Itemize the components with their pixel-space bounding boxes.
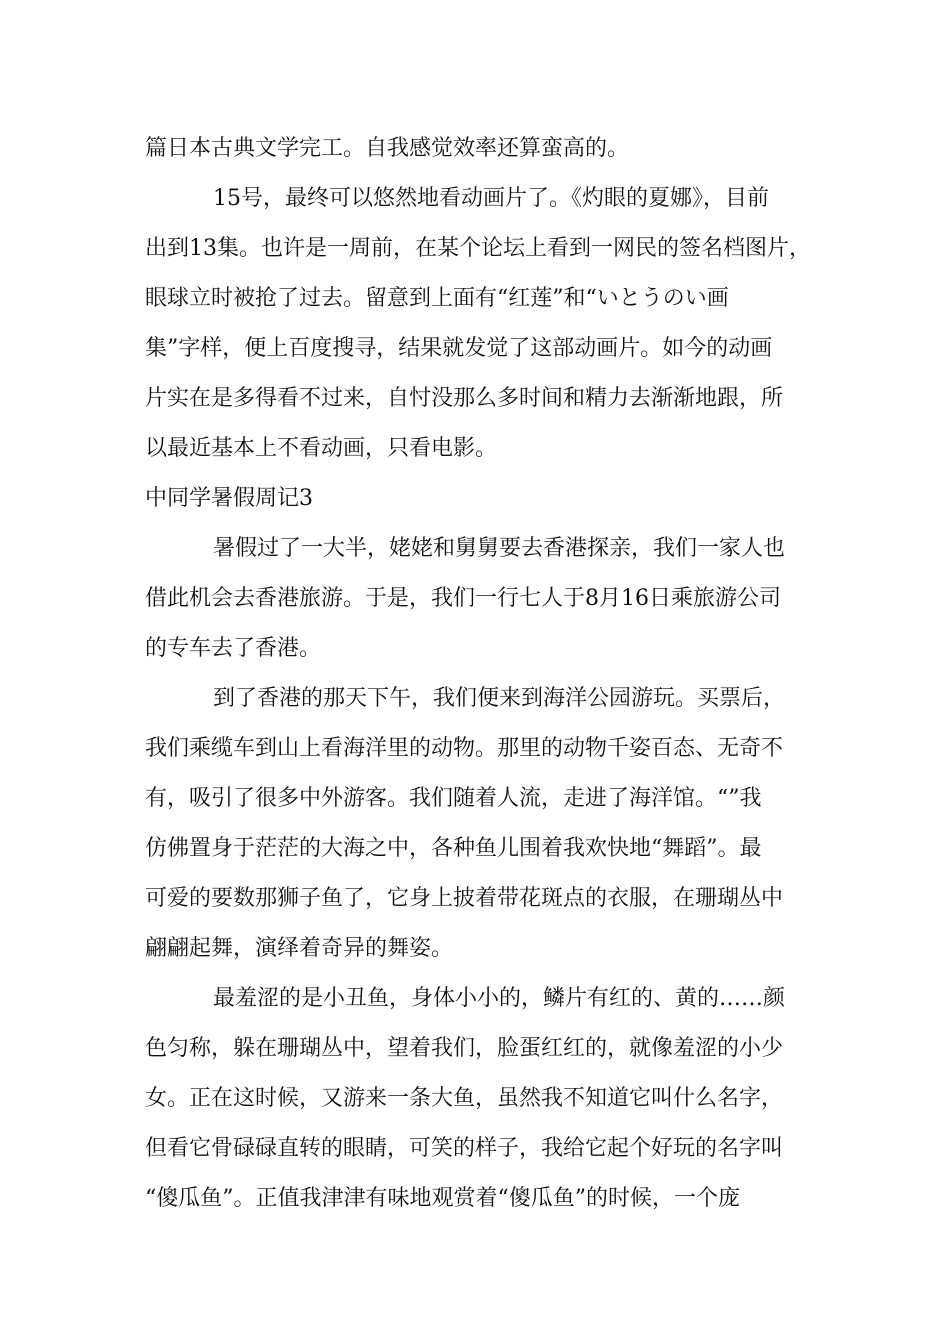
text-line: 最羞涩的是小丑鱼，身体小小的，鳞片有红的、黄的……颜 — [213, 986, 786, 1011]
text-line: 15号，最终可以悠然地看动画片了。《灼眼的夏娜》，目前 — [213, 186, 769, 211]
text-line: 以最近基本上不看动画，只看电影。 — [145, 436, 498, 461]
text-line: 借此机会去香港旅游。于是，我们一行七人于8月16日乘旅游公司 — [145, 586, 781, 611]
text-line: 但看它骨碌碌直转的眼睛，可笑的样子，我给它起个好玩的名字叫 — [145, 1136, 784, 1161]
text-line: 篇日本古典文学完工。自我感觉效率还算蛮高的。 — [145, 136, 630, 161]
text-line: 集”字样，便上百度搜寻，结果就发觉了这部动画片。如今的动画 — [145, 336, 773, 361]
text-line: 到了香港的那天下午，我们便来到海洋公园游玩。买票后， — [213, 686, 786, 711]
text-line: 女。正在这时候，又游来一条大鱼，虽然我不知道它叫什么名字， — [145, 1086, 784, 1111]
text-line: 片实在是多得看不过来，自忖没那么多时间和精力去渐渐地跟，所 — [145, 386, 784, 411]
text-line: 的专车去了香港。 — [145, 636, 322, 661]
text-line: 眼球立时被抢了过去。留意到上面有“红莲”和“いとうのい画 — [145, 286, 729, 311]
text-line: 暑假过了一大半，姥姥和舅舅要去香港探亲，我们一家人也 — [213, 536, 786, 561]
text-line: 翩翩起舞，演绎着奇异的舞姿。 — [145, 936, 454, 961]
text-line: 我们乘缆车到山上看海洋里的动物。那里的动物千姿百态、无奇不 — [145, 736, 784, 761]
section-heading: 中同学暑假周记3 — [145, 486, 313, 511]
text-line: “傻瓜鱼”。正值我津津有味地观赏着“傻瓜鱼”的时候，一个庞 — [145, 1186, 740, 1211]
text-line: 有，吸引了很多中外游客。我们随着人流，走进了海洋馆。“”我 — [145, 786, 762, 811]
text-line: 色匀称，躲在珊瑚丛中，望着我们，脸蛋红红的，就像羞涩的小少 — [145, 1036, 784, 1061]
text-line: 出到13集。也许是一周前，在某个论坛上看到一网民的签名档图片， — [145, 236, 811, 261]
text-line: 可爱的要数那狮子鱼了，它身上披着带花斑点的衣服，在珊瑚丛中 — [145, 886, 784, 911]
text-line: 仿佛置身于茫茫的大海之中，各种鱼儿围着我欢快地“舞蹈”。最 — [145, 836, 762, 861]
